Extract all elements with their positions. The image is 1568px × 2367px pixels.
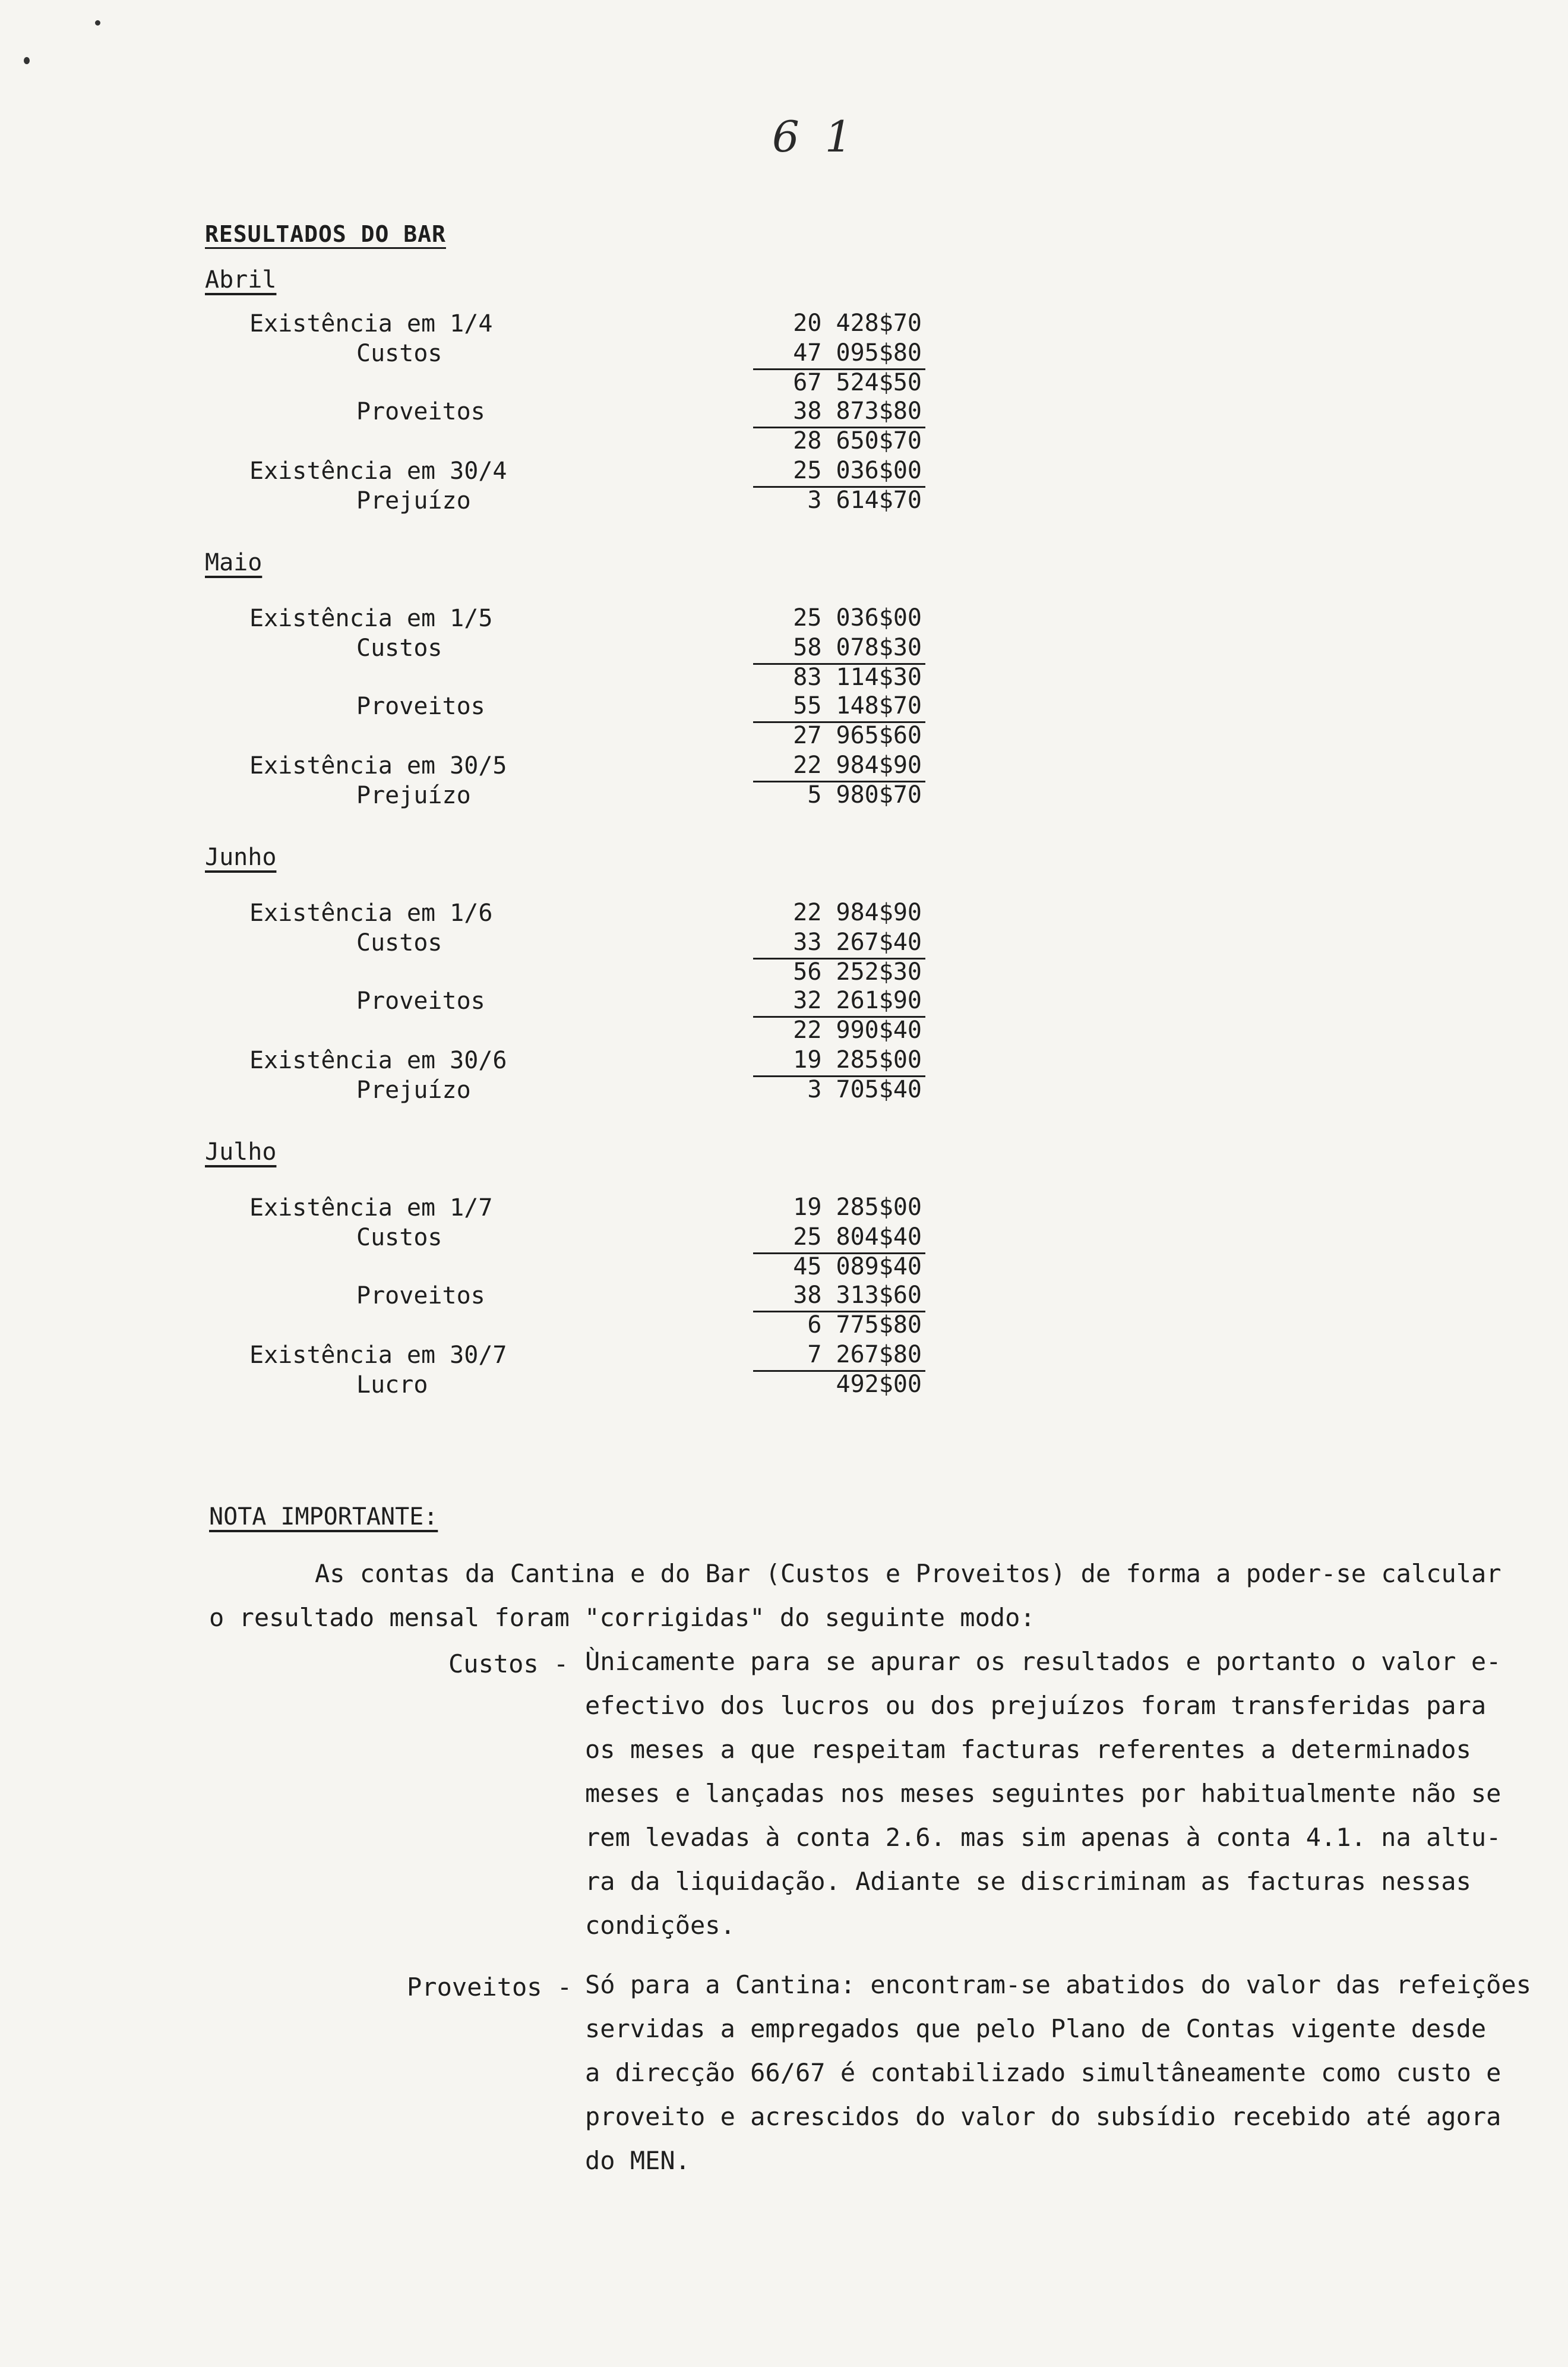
proveitos-line: servidas a empregados que pelo Plano de Contas vigente desde (585, 2014, 1487, 2043)
row-value: 27 965$60 (793, 722, 922, 749)
row-value: 58 078$30 (793, 634, 922, 661)
row-value: 22 990$40 (793, 1017, 922, 1044)
custos-line: Ùnicamente para se apurar os resultados e portanto o valor e- (585, 1647, 1501, 1676)
row-label: Existência em 1/7 (249, 1194, 493, 1222)
custos-line: condições. (585, 1911, 735, 1940)
month-heading-maio: Maio (205, 549, 263, 576)
ink-speck (95, 20, 100, 26)
row-value: 25 804$40 (793, 1223, 922, 1251)
row-value: 492$00 (836, 1371, 922, 1398)
row-label: Existência em 30/4 (249, 457, 507, 485)
row-label: Existência em 30/7 (249, 1342, 507, 1369)
row-value: 22 984$90 (793, 899, 922, 926)
row-value: 25 036$00 (793, 457, 922, 484)
row-label: Existência em 1/4 (249, 310, 493, 337)
custos-line: os meses a que respeitam facturas referentes a determinados (585, 1735, 1471, 1764)
nota-heading: NOTA IMPORTANTE: (209, 1503, 438, 1530)
row-value: 67 524$50 (793, 369, 922, 396)
proveitos-line: Só para a Cantina: encontram-se abatidos do valor das refeições (585, 1970, 1532, 1999)
row-label: Existência em 1/5 (249, 605, 493, 632)
row-label: Existência em 30/5 (249, 752, 507, 779)
report-title: RESULTADOS DO BAR (205, 221, 446, 247)
row-label: Proveitos (356, 398, 485, 425)
row-value: 19 285$00 (793, 1194, 922, 1221)
row-label: Lucro (356, 1371, 428, 1399)
row-value: 19 285$00 (793, 1046, 922, 1074)
row-value: 28 650$70 (793, 427, 922, 455)
row-label: Custos (356, 1224, 442, 1251)
row-label: Custos (356, 635, 442, 662)
proveitos-line: proveito e acrescidos do valor do subsídio recebido até agora (585, 2102, 1501, 2131)
row-value: 20 428$70 (793, 310, 922, 337)
row-value: 32 261$90 (793, 987, 922, 1014)
proveitos-line: a direcção 66/67 é contabilizado simultâneamente como custo e (585, 2058, 1501, 2087)
custos-label: Custos - (448, 1649, 569, 1678)
ink-speck (24, 57, 30, 64)
row-label: Existência em 30/6 (249, 1047, 507, 1074)
proveitos-line: do MEN. (585, 2146, 691, 2175)
row-value: 3 614$70 (807, 487, 922, 514)
row-label: Prejuízo (356, 487, 471, 515)
row-value: 47 095$80 (793, 339, 922, 367)
row-value: 7 267$80 (807, 1341, 922, 1368)
row-value: 3 705$40 (807, 1076, 922, 1103)
row-value: 56 252$30 (793, 958, 922, 986)
custos-line: ra da liquidação. Adiante se discriminam as facturas nessas (585, 1867, 1471, 1896)
row-label: Prejuízo (356, 782, 471, 809)
month-heading-abril: Abril (205, 266, 277, 293)
row-value: 83 114$30 (793, 664, 922, 691)
row-value: 38 873$80 (793, 397, 922, 425)
row-value: 22 984$90 (793, 752, 922, 779)
nota-intro-line: o resultado mensal foram "corrigidas" do seguinte modo: (209, 1603, 1035, 1632)
custos-line: efectivo dos lucros ou dos prejuízos foram transferidas para (585, 1691, 1487, 1720)
nota-intro-line: As contas da Cantina e do Bar (Custos e Proveitos) de forma a poder-se calcular (315, 1559, 1501, 1588)
row-value: 45 089$40 (793, 1253, 922, 1280)
row-label: Existência em 1/6 (249, 900, 493, 927)
month-heading-julho: Julho (205, 1138, 277, 1166)
row-value: 38 313$60 (793, 1282, 922, 1309)
row-value: 33 267$40 (793, 929, 922, 956)
custos-line: meses e lançadas nos meses seguintes por habitualmente não se (585, 1779, 1501, 1808)
row-label: Custos (356, 929, 442, 957)
custos-line: rem levadas à conta 2.6. mas sim apenas à conta 4.1. na altu- (585, 1823, 1501, 1852)
row-value: 25 036$00 (793, 604, 922, 632)
month-heading-junho: Junho (205, 844, 277, 871)
proveitos-label: Proveitos - (407, 1972, 573, 2002)
row-value: 55 148$70 (793, 692, 922, 719)
page-number: 6 1 (772, 112, 858, 162)
row-label: Proveitos (356, 693, 485, 720)
row-label: Custos (356, 340, 442, 367)
row-label: Proveitos (356, 1282, 485, 1309)
row-label: Proveitos (356, 987, 485, 1015)
row-value: 6 775$80 (807, 1311, 922, 1339)
row-label: Prejuízo (356, 1077, 471, 1104)
row-value: 5 980$70 (807, 781, 922, 809)
